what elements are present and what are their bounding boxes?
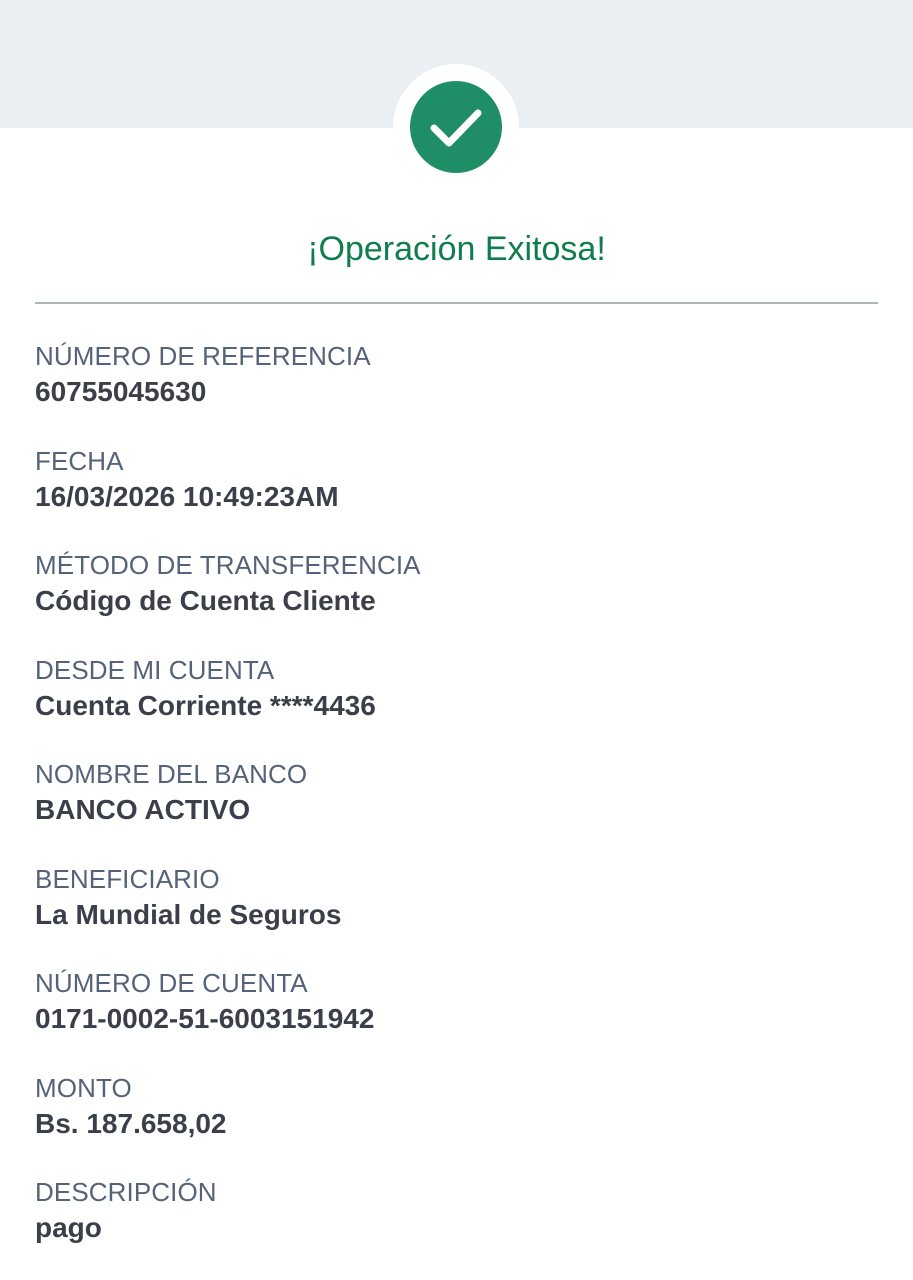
field-label: FECHA <box>35 445 124 476</box>
field-value: 16/03/2026 10:49:23AM <box>35 480 339 512</box>
field-label: MONTO <box>35 1072 132 1103</box>
field-label: MÉTODO DE TRANSFERENCIA <box>35 550 421 580</box>
field-value: La Mundial de Seguros <box>35 898 342 930</box>
field-beneficiary <box>35 861 878 966</box>
field-value: 0171-0002-51-6003151942 <box>35 1003 375 1034</box>
field-value: Cuenta Corriente ****4436 <box>35 689 376 721</box>
field-label: DESCRIPCIÓN <box>35 1177 217 1207</box>
field-description <box>35 1174 878 1279</box>
field-label: DESDE MI CUENTA <box>35 654 275 685</box>
field-label: BENEFICIARIO <box>35 863 220 894</box>
field-bank-name <box>35 756 878 861</box>
field-amount <box>35 1070 878 1175</box>
success-badge <box>393 64 519 190</box>
details-list <box>35 338 878 1279</box>
divider <box>35 302 878 304</box>
field-label: NOMBRE DEL BANCO <box>35 759 308 789</box>
field-transfer-method <box>35 547 878 652</box>
check-icon <box>410 81 502 173</box>
field-value: Código de Cuenta Cliente <box>35 585 376 616</box>
field-date <box>35 443 878 548</box>
success-title: ¡Operación Exitosa! <box>307 230 606 268</box>
field-value: pago <box>35 1212 102 1243</box>
field-value: BANCO ACTIVO <box>35 794 251 825</box>
field-label: NÚMERO DE REFERENCIA <box>35 341 371 371</box>
field-value: 60755045630 <box>35 376 207 407</box>
field-source-account <box>35 652 878 757</box>
field-value: Bs. 187.658,02 <box>35 1107 227 1139</box>
field-reference-number <box>35 338 878 443</box>
field-account-number <box>35 965 878 1070</box>
field-label: NÚMERO DE CUENTA <box>35 968 308 998</box>
